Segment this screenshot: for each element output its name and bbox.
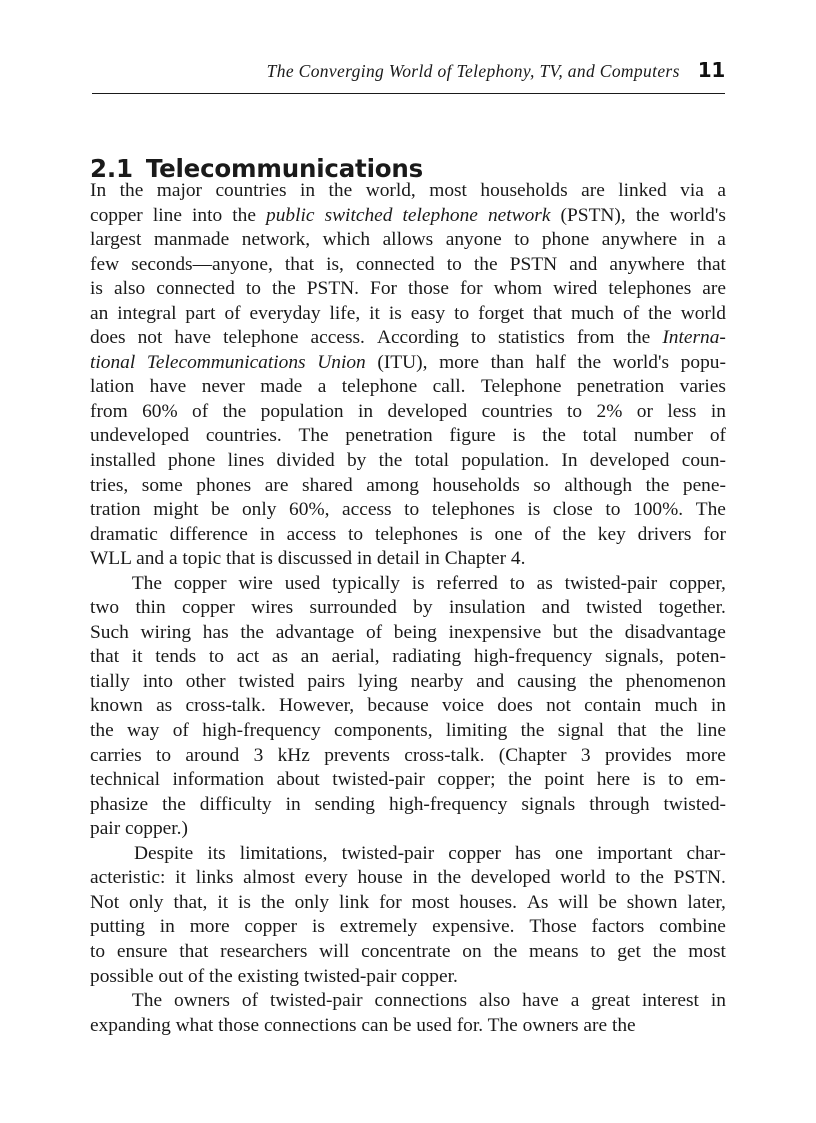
text-line: is also connected to the PSTN. For those for whom wired telephones are [90, 278, 726, 300]
body-text [90, 179, 726, 1038]
text-line: expanding what those connections can be used for. The owners are the [90, 1014, 636, 1036]
text-line: largest manmade network, which allows anyone to phone anywhere in a [90, 229, 726, 251]
text-line: tration might be only 60%, access to telephones is close to 100%. The [90, 499, 726, 521]
text-line: lation have never made a telephone call. Telephone penetration varies [90, 376, 726, 398]
text-line: undeveloped countries. The penetration figure is the total number of [90, 425, 726, 447]
text-line: WLL and a topic that is discussed in detail in Chapter 4. [90, 548, 526, 570]
text-line: does not have telephone access. According to statistics from the Interna- [90, 327, 726, 349]
text-line: The owners of twisted-pair connections also have a great interest in [131, 990, 726, 1012]
text-line: to ensure that researchers will concentrate on the means to get the most [90, 940, 726, 962]
text-line: tional Telecommunications Union (ITU), more than half the world's popu- [90, 351, 726, 373]
text-line: Despite its limitations, twisted-pair copper has one important char- [134, 842, 726, 864]
text-line: Such wiring has the advantage of being inexpensive but the disadvantage [90, 621, 726, 643]
text-line: an integral part of everyday life, it is easy to forget that much of the world [90, 302, 726, 324]
text-line: tries, some phones are shared among households so although the pene- [90, 474, 726, 496]
running-header [92, 58, 725, 82]
text-line: from 60% of the population in developed countries to 2% or less in [90, 400, 726, 422]
text-line: the way of high-frequency components, limiting the signal that the line [90, 720, 726, 742]
text-line: tially into other twisted pairs lying nearby and causing the phenomenon [90, 670, 726, 692]
running-header-title: The Converging World of Telephony, TV, and Computers [266, 61, 680, 81]
header-rule [92, 93, 725, 94]
text-line: Not only that, it is the only link for most houses. As will be shown later, [90, 891, 726, 913]
text-line: few seconds—anyone, that is, connected to the PSTN and anywhere that [90, 253, 726, 275]
text-line: copper line into the public switched telephone network (PSTN), the world's [90, 204, 726, 226]
section-number: 2.1 [90, 154, 133, 184]
text-line: pair copper.) [90, 818, 188, 840]
text-line: In the major countries in the world, most households are linked via a [90, 180, 726, 201]
text-line: known as cross-talk. However, because voice does not contain much in [90, 695, 726, 717]
text-line: installed phone lines divided by the total population. In developed coun- [90, 450, 726, 472]
text-line: possible out of the existing twisted-pair copper. [90, 965, 458, 987]
section-title: Telecommunications [145, 154, 424, 184]
text-line: technical information about twisted-pair copper; the point here is to em- [90, 769, 726, 791]
text-line: acteristic: it links almost every house in the developed world to the PSTN. [90, 867, 726, 889]
text-line: carries to around 3 kHz prevents cross-talk. (Chapter 3 provides more [90, 744, 726, 766]
text-line: two thin copper wires surrounded by insulation and twisted together. [90, 597, 726, 619]
text-line: putting in more copper is extremely expensive. Those factors combine [90, 916, 726, 938]
text-line: phasize the difficulty in sending high-frequency signals through twisted- [90, 793, 726, 815]
text-line: dramatic difference in access to telephones is one of the key drivers for [90, 523, 726, 545]
page-number: 11 [697, 58, 725, 82]
text-line: that it tends to act as an aerial, radiating high-frequency signals, poten- [90, 646, 726, 668]
text-line: The copper wire used typically is referred to as twisted-pair copper, [131, 572, 726, 594]
